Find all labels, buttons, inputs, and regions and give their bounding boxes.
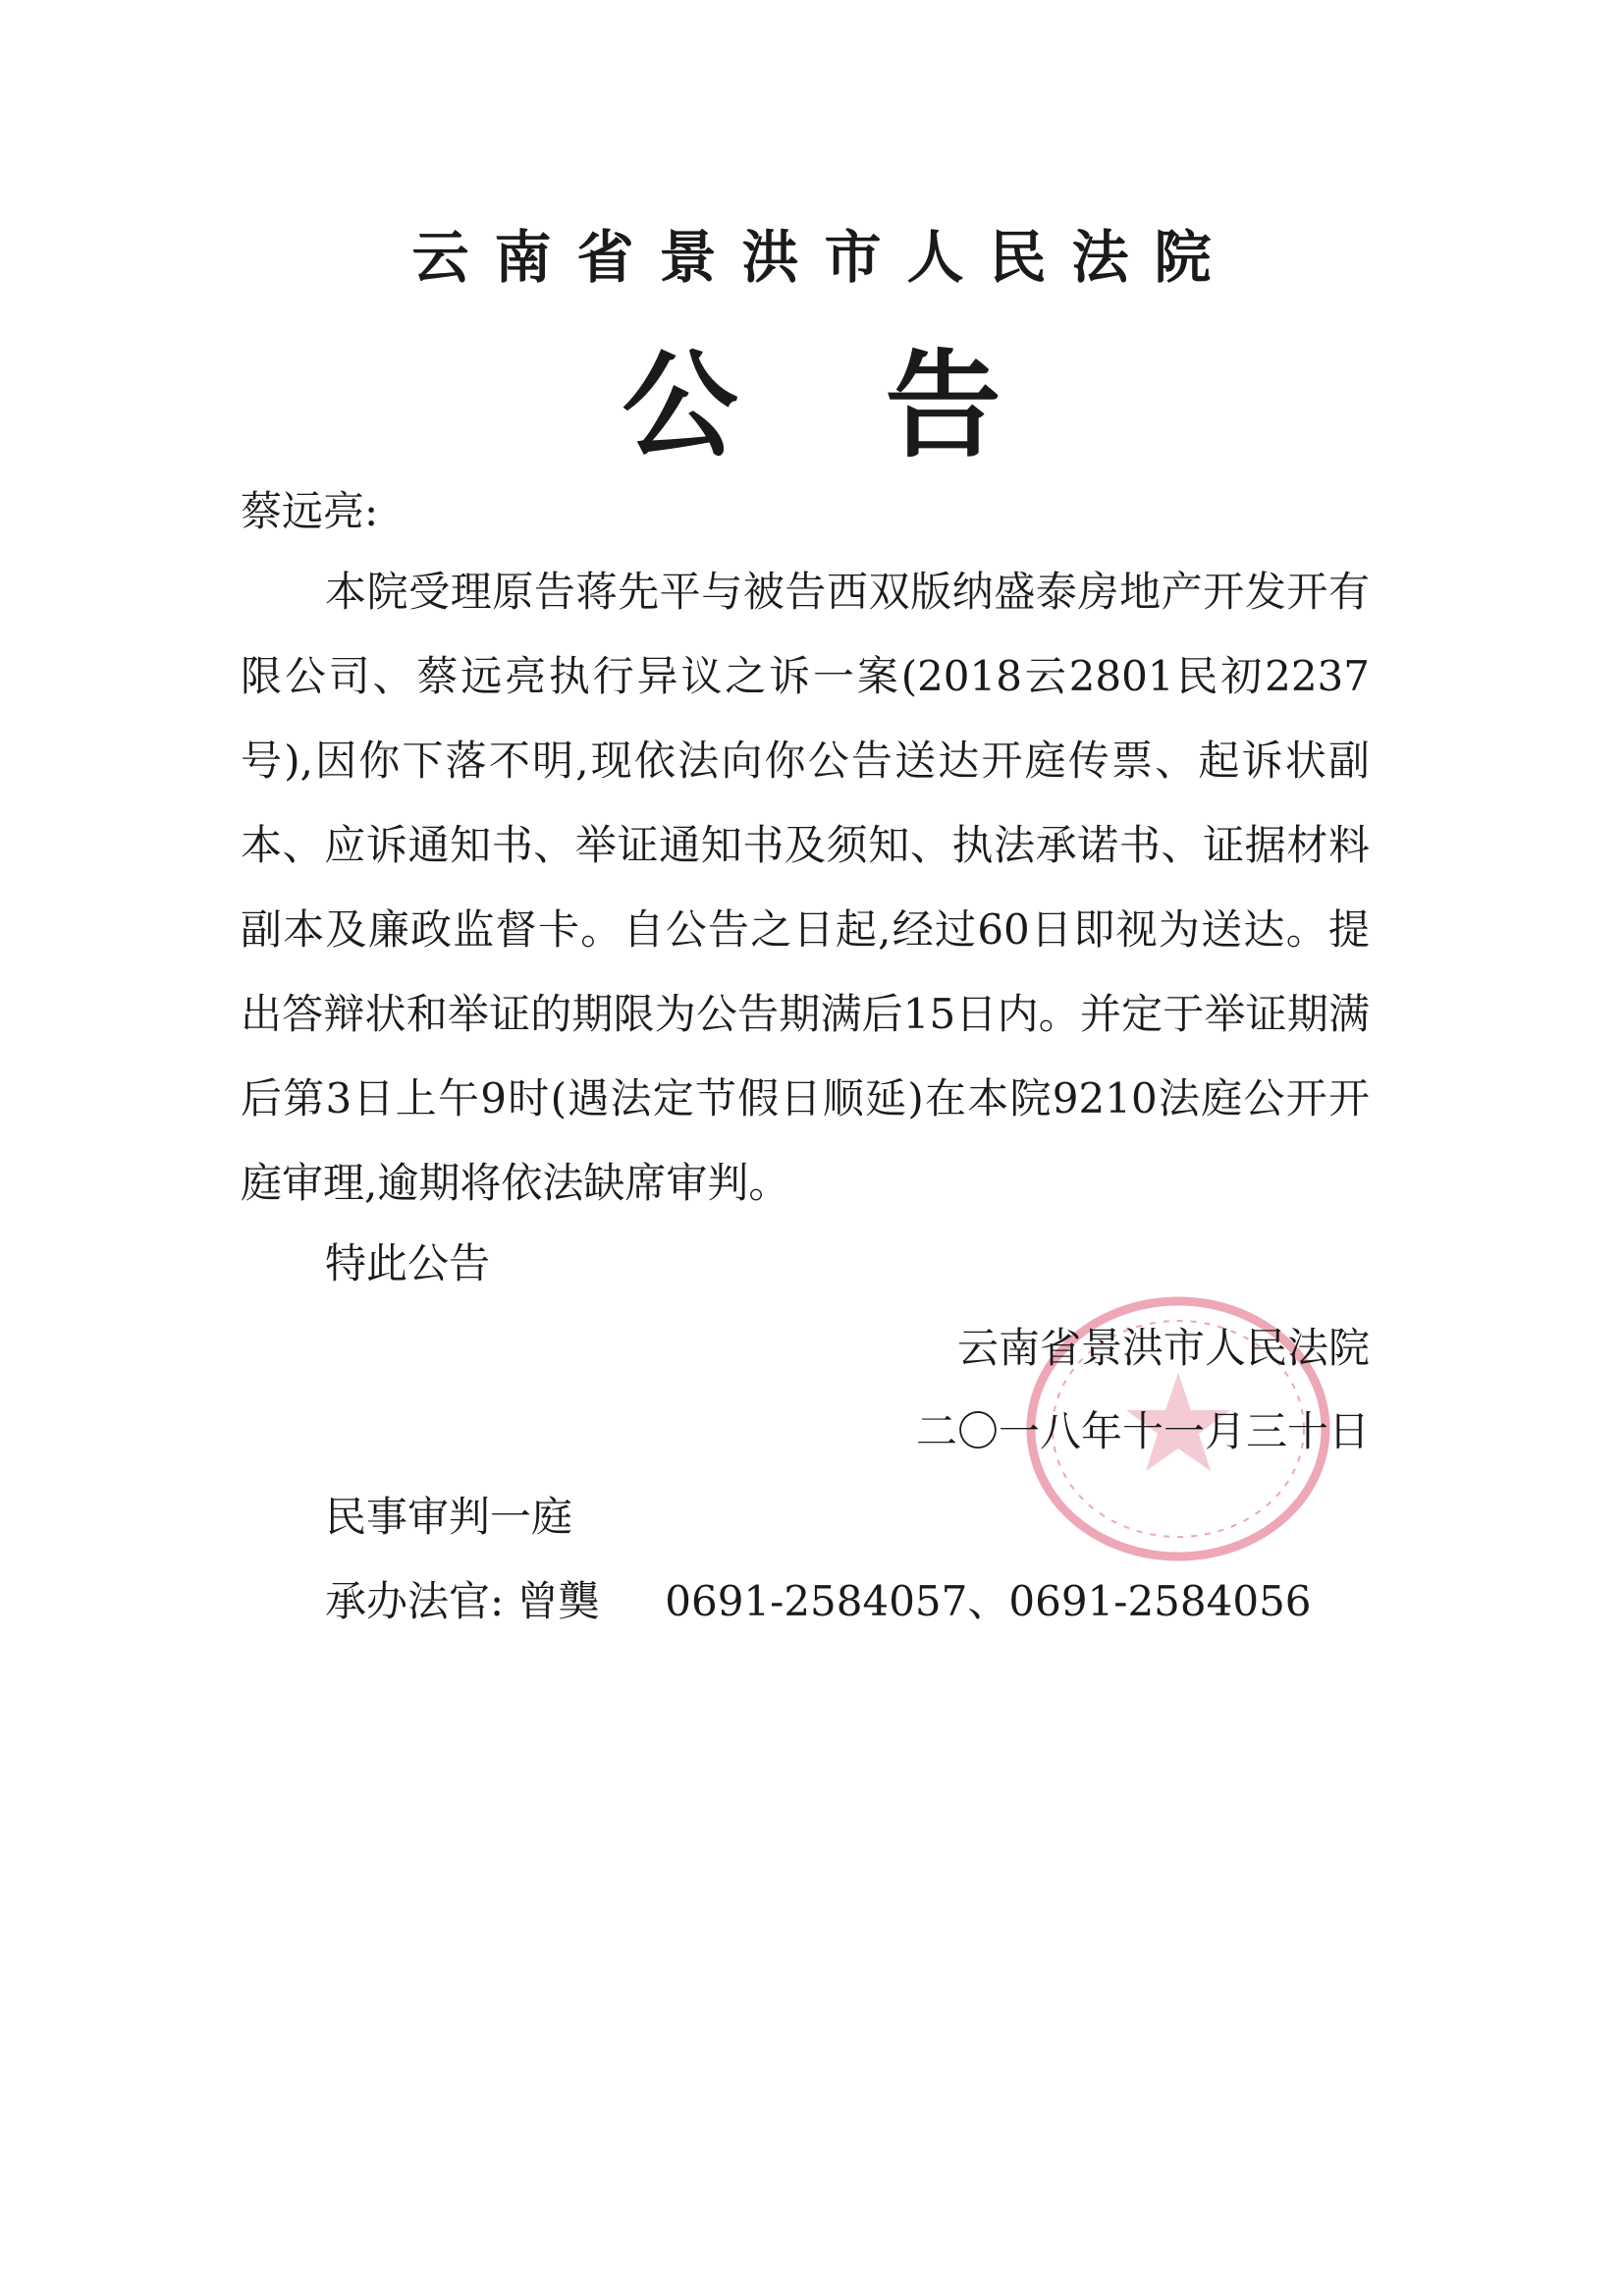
signature-date: 二〇一八年十一月三十日 xyxy=(915,1407,1370,1455)
court-name-heading: 云南省景洪市人民法院 xyxy=(411,224,1237,291)
notice-body: 本院受理原告蒋先平与被告西双版纳盛泰房地产开发开有限公司、蔡远亮执行异议之诉一案(2018云2801民初2237号),因你下落不明,现依法向你公告送达开庭传票、起诉状副本、应诉通知书、举证通知书及须知、执法承诺书、证据材料副本及廉政监督卡。自公告之日起,经过60日即视为送达。提出答辩状和举证的期限为公告期满后15日内。并定于举证期满后第3日上午9时(遇法定节假日顺延)在本院9210法庭公开开庭审理,逾期将依法缺席审判。 xyxy=(241,568,1370,1207)
judge-name: 曾龑 xyxy=(516,1577,600,1625)
addressee: 蔡远亮: xyxy=(241,487,379,535)
closing-phrase: 特此公告 xyxy=(325,1239,491,1287)
judge-phones: 0691-2584057、0691-2584056 xyxy=(665,1577,1312,1625)
judge-contact-line xyxy=(325,1569,1312,1628)
signature-organization: 云南省景洪市人民法院 xyxy=(956,1324,1370,1372)
judge-label: 承办法官: xyxy=(325,1577,505,1625)
notice-title: 公告 xyxy=(622,337,1149,473)
department: 民事审判一庭 xyxy=(325,1493,573,1541)
